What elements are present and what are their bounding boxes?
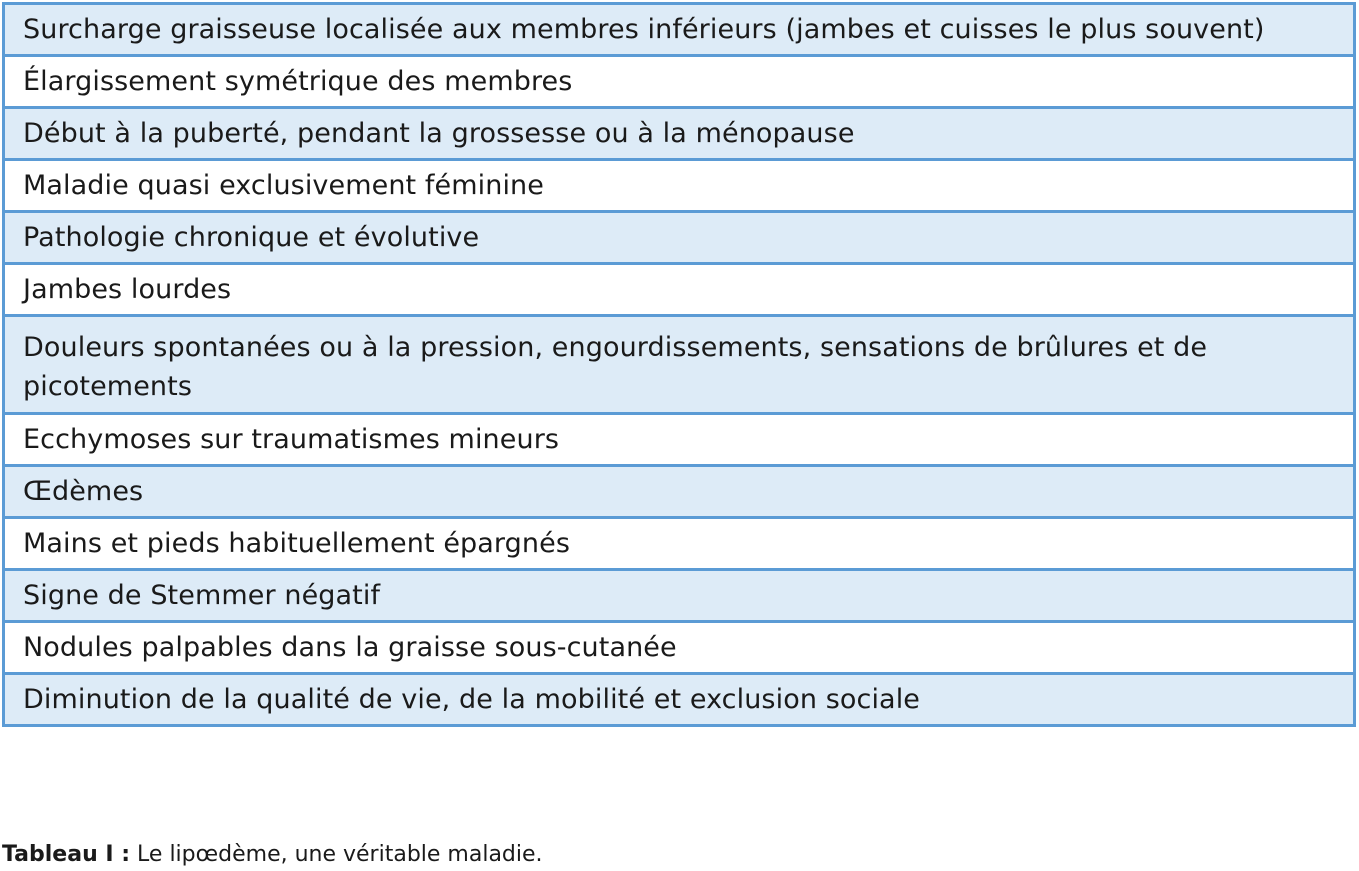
table-cell: Nodules palpables dans la graisse sous-cutanée: [4, 622, 1355, 674]
table-cell: Diminution de la qualité de vie, de la mobilité et exclusion sociale: [4, 674, 1355, 726]
table-row: [4, 414, 1355, 466]
table-row: [4, 108, 1355, 160]
table-cell: Maladie quasi exclusivement féminine: [4, 160, 1355, 212]
table-row: [4, 466, 1355, 518]
table-cell: Pathologie chronique et évolutive: [4, 212, 1355, 264]
table-row: [4, 518, 1355, 570]
table-row: [4, 570, 1355, 622]
table-row: [4, 56, 1355, 108]
table-cell: Jambes lourdes: [4, 264, 1355, 316]
table-caption: [2, 840, 543, 870]
caption-label: Tableau I :: [2, 842, 131, 867]
table-row: [4, 160, 1355, 212]
table-cell: Douleurs spontanées ou à la pression, engourdissements, sensations de brûlures et de picotements: [4, 316, 1355, 414]
table-row: [4, 264, 1355, 316]
symptoms-table-container: [2, 2, 1356, 727]
table-cell: Ecchymoses sur traumatismes mineurs: [4, 414, 1355, 466]
table-cell: Signe de Stemmer négatif: [4, 570, 1355, 622]
table-cell: Œdèmes: [4, 466, 1355, 518]
table-row: [4, 622, 1355, 674]
table-cell: Surcharge graisseuse localisée aux membres inférieurs (jambes et cuisses le plus souvent): [4, 4, 1355, 56]
table-cell: Élargissement symétrique des membres: [4, 56, 1355, 108]
table-row: [4, 212, 1355, 264]
table-cell: Mains et pieds habituellement épargnés: [4, 518, 1355, 570]
table-row: [4, 316, 1355, 414]
table-row: [4, 674, 1355, 726]
caption-text: Le lipœdème, une véritable maladie.: [130, 842, 543, 867]
symptoms-table: [2, 2, 1356, 727]
table-row: [4, 4, 1355, 56]
table-cell: Début à la puberté, pendant la grossesse ou à la ménopause: [4, 108, 1355, 160]
